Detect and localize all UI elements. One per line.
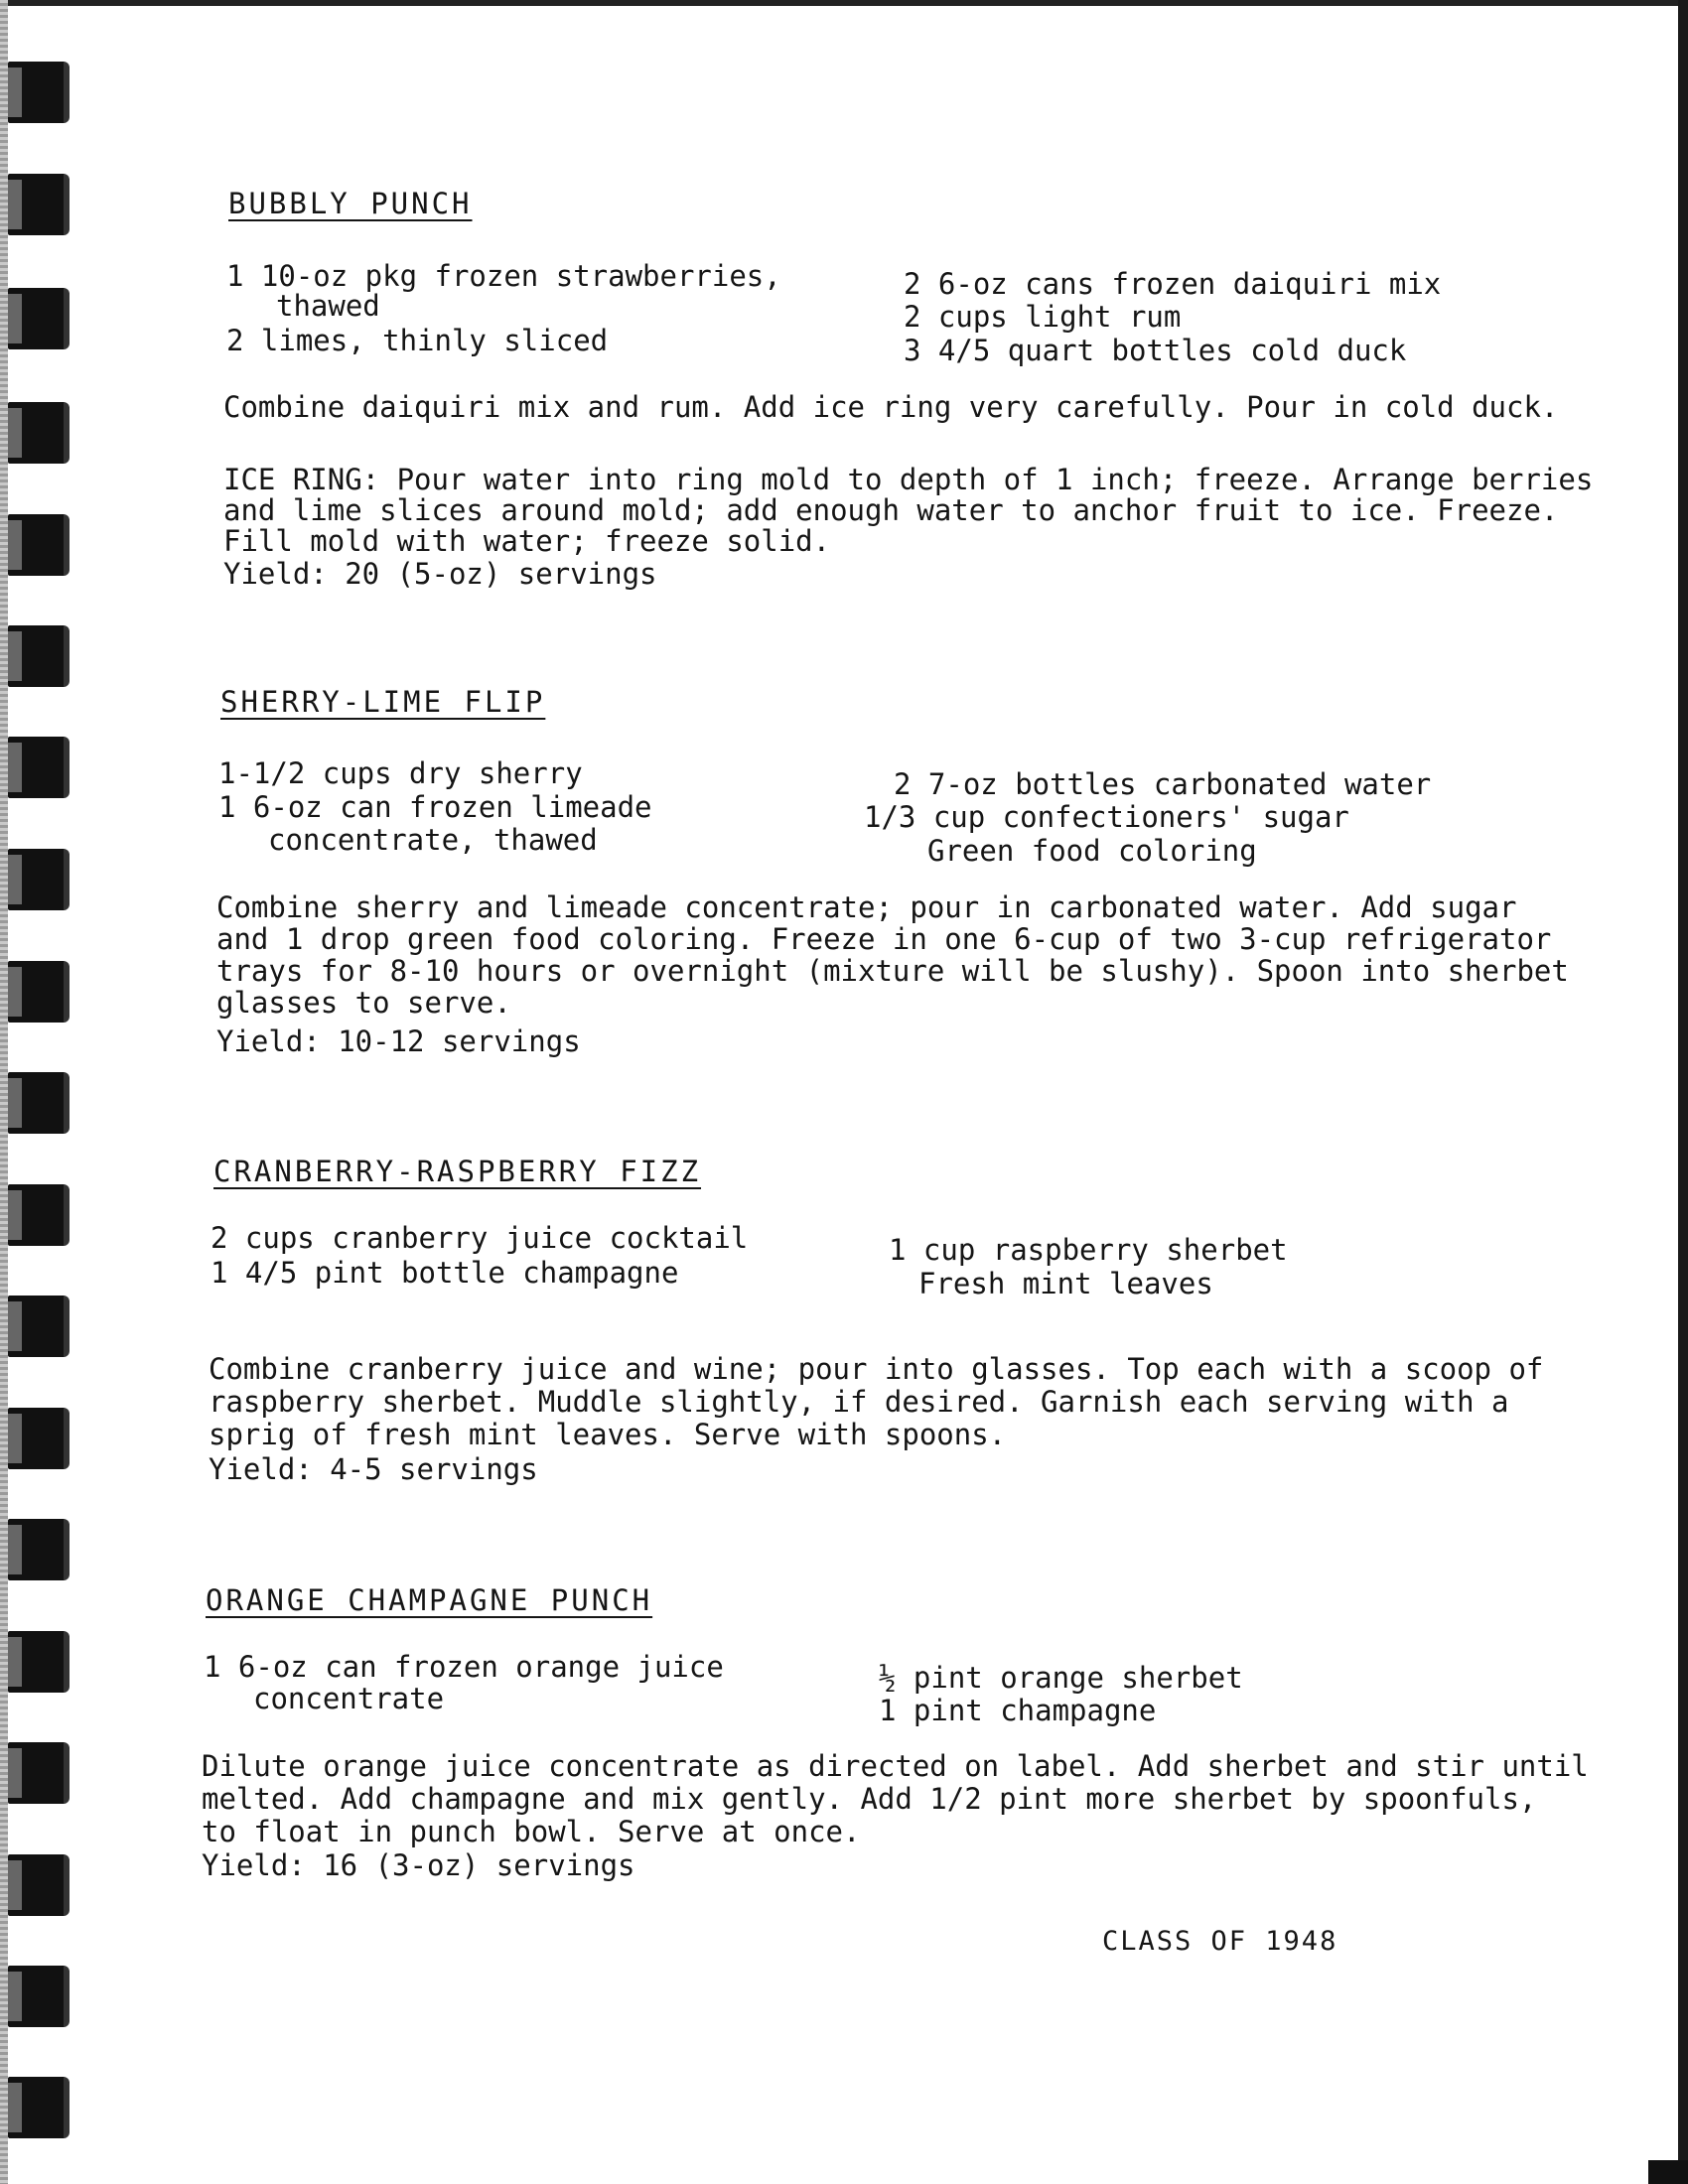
ingredient-line: 1 4/5 pint bottle champagne	[211, 1256, 679, 1290]
scan-right-edge	[1678, 0, 1688, 2184]
direction-line: raspberry sherbet. Muddle slightly, if desired. Garnish each serving with a	[209, 1385, 1509, 1419]
binding-hole	[8, 1072, 70, 1134]
binding-hole	[8, 1184, 70, 1246]
footer-class-year: CLASS OF 1948	[1102, 1926, 1338, 1957]
ingredient-line: 1 6-oz can frozen orange juice	[204, 1650, 724, 1684]
ingredient-line: Green food coloring	[927, 834, 1257, 868]
direction-line: Fill mold with water; freeze solid.	[223, 524, 831, 558]
ingredient-line: 3 4/5 quart bottles cold duck	[904, 334, 1407, 367]
spiral-binding	[0, 0, 70, 2184]
ingredient-line: 2 6-oz cans frozen daiquiri mix	[904, 267, 1442, 301]
ingredient-line: 1/3 cup confectioners' sugar	[864, 800, 1349, 834]
yield-line: Yield: 10-12 servings	[216, 1024, 581, 1058]
ingredient-line: 1-1/2 cups dry sherry	[218, 756, 583, 790]
direction-line: ICE RING: Pour water into ring mold to depth of 1 inch; freeze. Arrange berries	[223, 463, 1594, 496]
direction-line: Dilute orange juice concentrate as directed on label. Add sherbet and stir until	[202, 1749, 1589, 1783]
binding-hole	[8, 625, 70, 687]
ingredient-line: 2 7-oz bottles carbonated water	[894, 767, 1432, 801]
ingredient-line: 1 pint champagne	[879, 1694, 1157, 1727]
ingredient-line: concentrate, thawed	[268, 823, 598, 857]
ingredient-line: thawed	[276, 289, 380, 323]
yield-line: Yield: 20 (5-oz) servings	[223, 557, 657, 591]
ingredient-line: concentrate	[253, 1682, 445, 1715]
direction-line: and 1 drop green food coloring. Freeze in one 6-cup of two 3-cup refrigerator	[216, 922, 1552, 956]
binding-hole	[8, 1742, 70, 1804]
ingredient-line: 2 cups cranberry juice cocktail	[211, 1221, 749, 1255]
direction-line: melted. Add champagne and mix gently. Add 1/2 pint more sherbet by spoonfuls,	[202, 1782, 1537, 1816]
binding-hole	[8, 1519, 70, 1580]
binding-hole	[8, 1854, 70, 1916]
binding-hole	[8, 62, 70, 123]
recipe-title: BUBBLY PUNCH	[228, 187, 473, 220]
binding-hole	[8, 961, 70, 1023]
direction-line: sprig of fresh mint leaves. Serve with spoons.	[209, 1418, 1007, 1451]
recipe-title: ORANGE CHAMPAGNE PUNCH	[206, 1583, 653, 1617]
binding-hole	[8, 402, 70, 464]
binding-spine	[0, 0, 8, 2184]
direction-line: to float in punch bowl. Serve at once.	[202, 1815, 861, 1848]
binding-hole	[8, 1408, 70, 1469]
binding-hole	[8, 737, 70, 798]
binding-hole	[8, 849, 70, 910]
scan-corner-mark	[1648, 2160, 1688, 2184]
ingredient-line: 2 limes, thinly sliced	[226, 324, 609, 357]
direction-line: glasses to serve.	[216, 986, 511, 1020]
ingredient-line: Fresh mint leaves	[918, 1267, 1213, 1300]
ingredient-line: ½ pint orange sherbet	[879, 1661, 1243, 1695]
ingredient-line: 2 cups light rum	[904, 300, 1182, 334]
binding-hole	[8, 1966, 70, 2027]
ingredient-line: 1 cup raspberry sherbet	[889, 1233, 1288, 1267]
ingredient-line: 1 10-oz pkg frozen strawberries,	[226, 259, 781, 293]
direction-line: Combine cranberry juice and wine; pour into glasses. Top each with a scoop of	[209, 1352, 1544, 1386]
binding-hole	[8, 514, 70, 576]
direction-line: and lime slices around mold; add enough water to anchor fruit to ice. Freeze.	[223, 493, 1559, 527]
recipe-title: SHERRY-LIME FLIP	[220, 685, 546, 719]
direction-line: Combine daiquiri mix and rum. Add ice ring very carefully. Pour in cold duck.	[223, 390, 1559, 424]
scan-top-edge	[0, 0, 1688, 6]
recipe-title: CRANBERRY-RASPBERRY FIZZ	[213, 1155, 702, 1188]
binding-hole	[8, 288, 70, 349]
direction-line: Combine sherry and limeade concentrate; pour in carbonated water. Add sugar	[216, 890, 1517, 924]
binding-hole	[8, 1631, 70, 1693]
ingredient-line: 1 6-oz can frozen limeade	[218, 790, 652, 824]
binding-hole	[8, 174, 70, 235]
binding-hole	[8, 2077, 70, 2138]
binding-hole	[8, 1296, 70, 1357]
yield-line: Yield: 16 (3-oz) servings	[202, 1848, 635, 1882]
yield-line: Yield: 4-5 servings	[209, 1452, 538, 1486]
direction-line: trays for 8-10 hours or overnight (mixture will be slushy). Spoon into sherbet	[216, 954, 1569, 988]
